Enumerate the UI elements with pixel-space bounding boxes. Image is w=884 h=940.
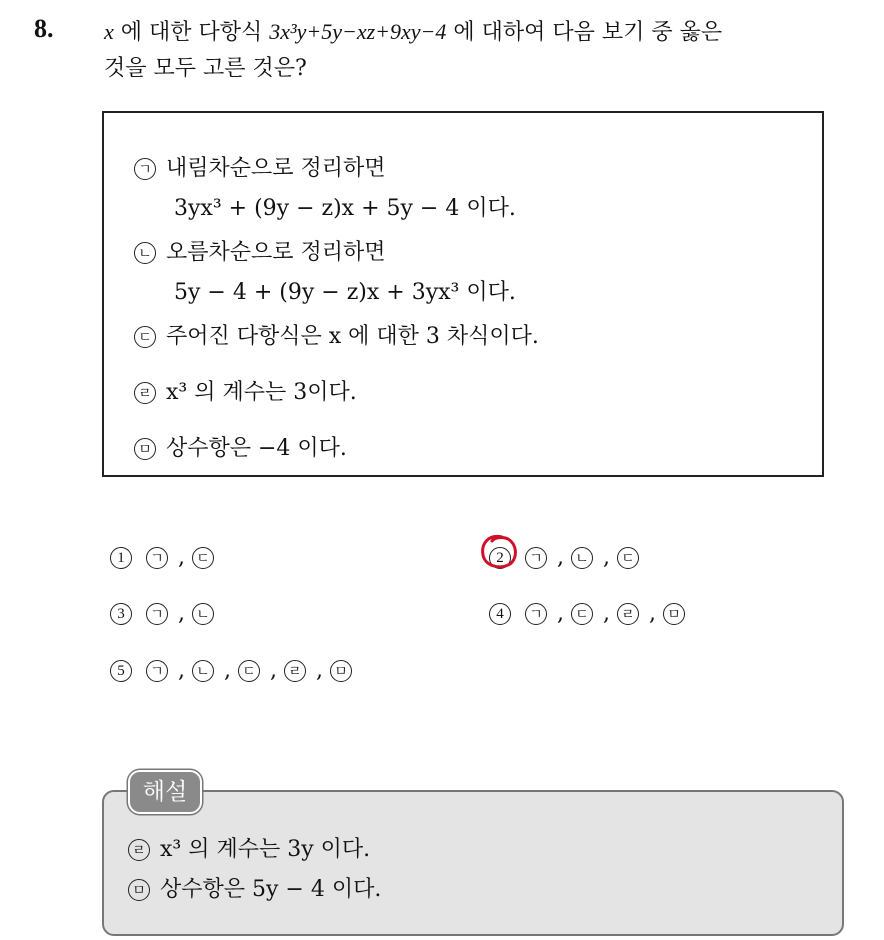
explanation-text: x³ 의 계수는 3y 이다. xyxy=(160,837,371,862)
choice-mark: ㄱ xyxy=(146,660,168,682)
choice-4[interactable]: 4 ㄱ , ㄷ , ㄹ , ㅁ xyxy=(489,601,695,626)
choice-number: 2 xyxy=(489,547,511,569)
explanation-mark: ㄹ xyxy=(128,839,150,861)
choice-mark: ㄱ xyxy=(525,603,547,625)
choice-mark: ㄴ xyxy=(192,603,214,625)
statement-sub: 5y − 4 + (9y − z)x + 3yx³ 이다. xyxy=(174,280,516,305)
question-line2: 것을 모두 고른 것은? xyxy=(104,56,307,81)
statement-mark: ㄷ xyxy=(134,326,156,348)
choice-mark: ㄹ xyxy=(617,603,639,625)
statement-4 xyxy=(134,375,357,406)
statements-box xyxy=(102,111,824,477)
choice-mark: ㄷ xyxy=(571,603,593,625)
choice-1[interactable]: 1 ㄱ , ㄷ xyxy=(110,545,224,570)
statement-mark: ㅁ xyxy=(134,438,156,460)
choice-mark: ㄱ xyxy=(525,547,547,569)
choice-mark: ㄷ xyxy=(192,547,214,569)
choice-mark: ㄷ xyxy=(238,660,260,682)
statement-sub: 3yx³ + (9y − z)x + 5y − 4 이다. xyxy=(174,196,516,221)
choice-5[interactable]: 5 ㄱ , ㄴ , ㄷ , ㄹ , ㅁ xyxy=(110,658,362,683)
choice-mark: ㄴ xyxy=(571,547,593,569)
explanation-line-1 xyxy=(128,832,370,863)
choice-mark: ㄱ xyxy=(146,547,168,569)
choice-mark: ㅁ xyxy=(663,603,685,625)
explanation-mark: ㅁ xyxy=(128,879,150,901)
statement-mark: ㄱ xyxy=(134,158,156,180)
statement-2 xyxy=(134,235,516,305)
choice-number: 1 xyxy=(110,547,132,569)
answer-circle-icon xyxy=(478,532,520,572)
choice-2[interactable]: 2 ㄱ , ㄴ , ㄷ xyxy=(489,545,649,570)
statement-text: 주어진 다항식은 x 에 대한 3 차식이다. xyxy=(166,324,539,349)
statement-mark: ㄴ xyxy=(134,242,156,264)
explanation-tag: 해설 xyxy=(128,770,202,814)
choice-mark: ㄷ xyxy=(617,547,639,569)
explanation-line-2 xyxy=(128,872,381,903)
statement-text: x³ 의 계수는 3이다. xyxy=(166,380,357,405)
explanation-box xyxy=(102,790,844,936)
choice-number: 3 xyxy=(110,603,132,625)
statement-text: 내림차순으로 정리하면 xyxy=(166,156,386,181)
question-pre: 에 대한 다항식 xyxy=(113,20,270,45)
statement-text: 오름차순으로 정리하면 xyxy=(166,240,386,265)
choice-mark: ㄱ xyxy=(146,603,168,625)
question-text xyxy=(104,14,864,87)
choice-3[interactable]: 3 ㄱ , ㄴ xyxy=(110,601,224,626)
variable-x: x xyxy=(104,19,114,44)
statement-5 xyxy=(134,431,347,462)
polynomial: 3x³y+5y−xz+9xy−4 xyxy=(269,19,447,44)
statement-1 xyxy=(134,151,516,221)
statement-3 xyxy=(134,319,539,350)
choice-mark: ㄴ xyxy=(192,660,214,682)
explanation-text: 상수항은 5y − 4 이다. xyxy=(160,877,382,902)
choice-mark: ㄹ xyxy=(284,660,306,682)
choice-mark: ㅁ xyxy=(330,660,352,682)
question-number: 8. xyxy=(34,14,54,43)
question-post: 에 대하여 다음 보기 중 옳은 xyxy=(446,20,723,45)
choice-number: 5 xyxy=(110,660,132,682)
statement-text: 상수항은 −4 이다. xyxy=(166,436,347,461)
choice-number: 4 xyxy=(489,603,511,625)
statement-mark: ㄹ xyxy=(134,382,156,404)
